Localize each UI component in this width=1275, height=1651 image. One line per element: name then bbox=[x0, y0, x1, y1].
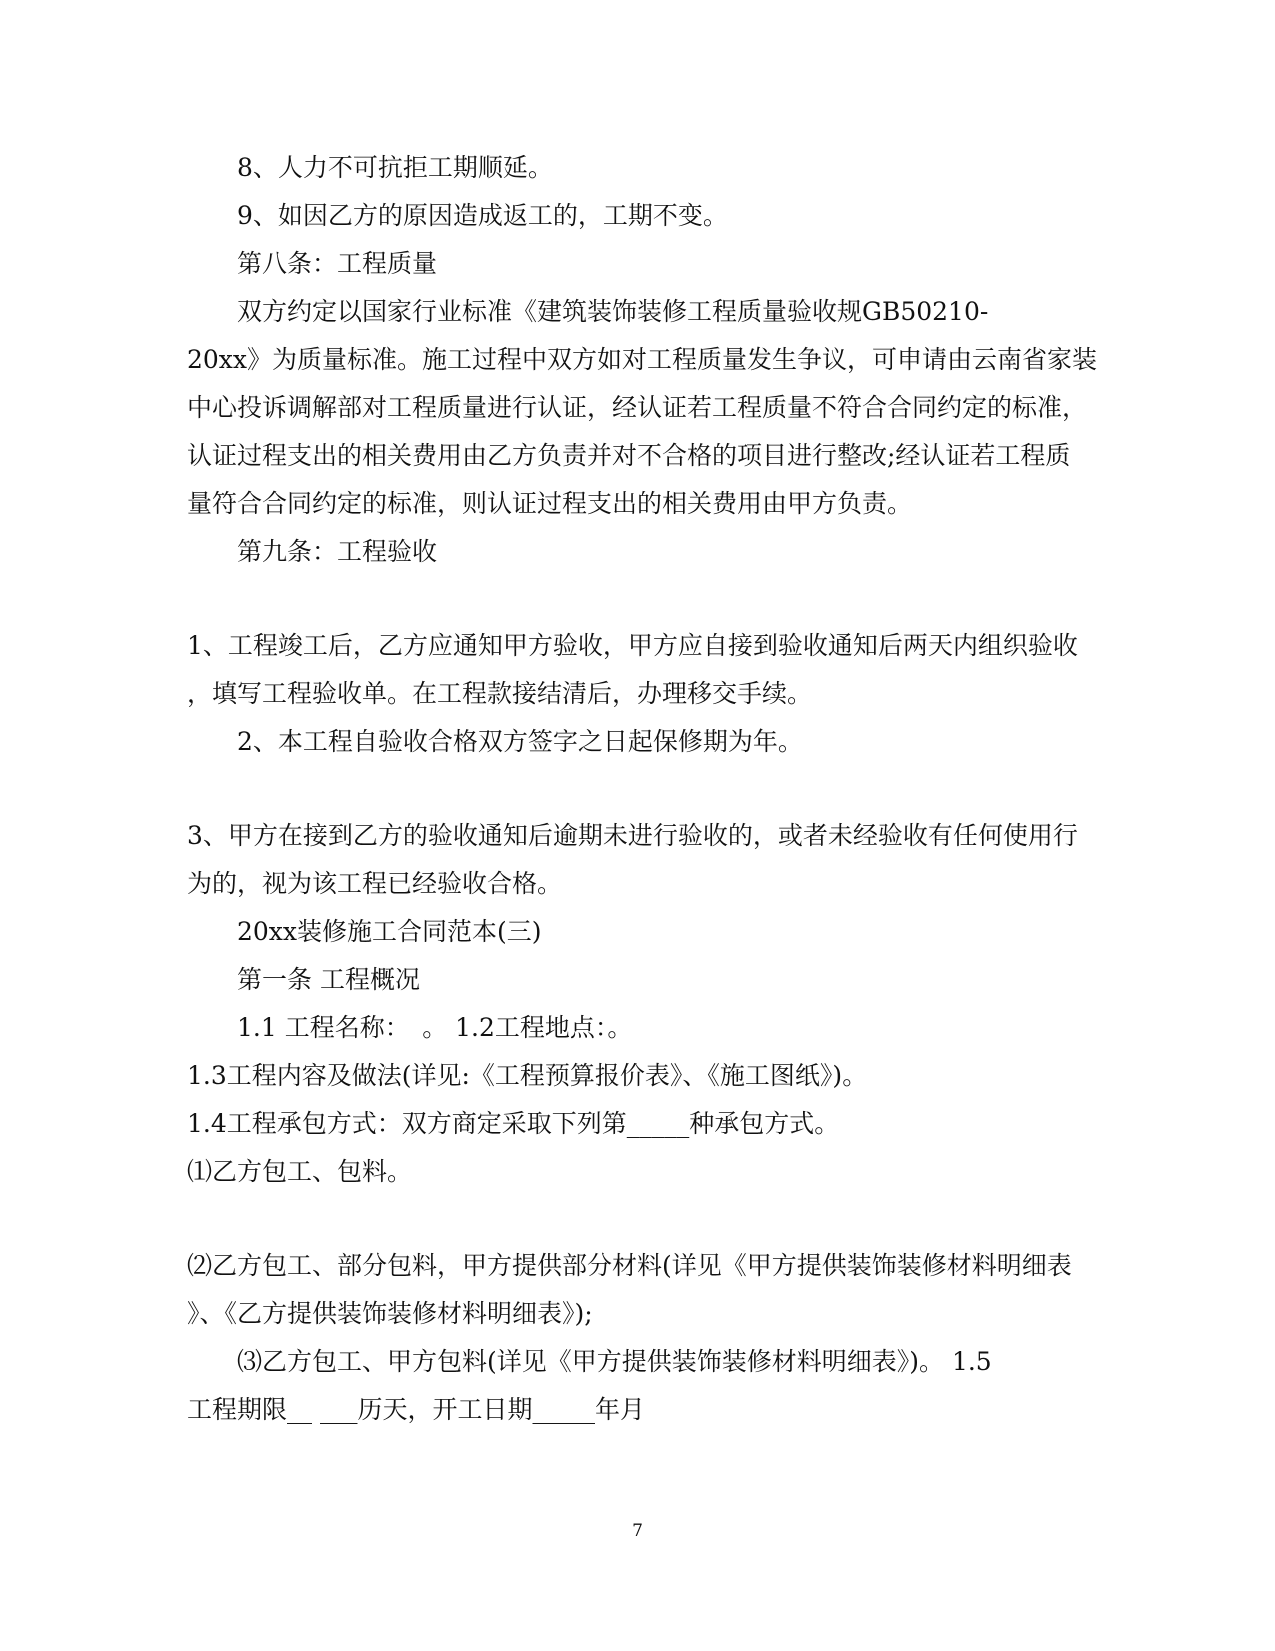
text-line-19: 1.4工程承包方式：双方商定采取下列第_____种承包方式。 bbox=[187, 1109, 840, 1138]
section-heading-1: 第一条 工程概况 bbox=[237, 965, 420, 994]
section-heading-9: 第九条：工程验收 bbox=[237, 537, 438, 566]
text-line-18: 1.3工程内容及做法(详见:《工程预算报价表》、《施工图纸》)。 bbox=[187, 1061, 868, 1090]
text-line-13: 3、甲方在接到乙方的验收通知后逾期未进行验收的，或者未经验收有任何使用行 bbox=[187, 821, 1078, 850]
text-line-12: 2、本工程自验收合格双方签字之日起保修期为年。 bbox=[237, 727, 803, 756]
text-line-23: ⑶乙方包工、甲方包料(详见《甲方提供装饰装修材料明细表》)。 1.5 bbox=[237, 1347, 992, 1376]
text-line-1: 8、人力不可抗拒工期顺延。 bbox=[237, 153, 553, 182]
text-line-22: 》、《乙方提供装饰装修材料明细表》); bbox=[187, 1299, 593, 1328]
text-line-24: 工程期限__ ___历天，开工日期_____年月 bbox=[187, 1395, 645, 1424]
text-line-7: 认证过程支出的相关费用由乙方负责并对不合格的项目进行整改;经认证若工程质 bbox=[187, 441, 1071, 470]
contract-title: 20xx装修施工合同范本(三) bbox=[237, 917, 542, 946]
text-line-6: 中心投诉调解部对工程质量进行认证，经认证若工程质量不符合合同约定的标准， bbox=[187, 393, 1088, 422]
section-heading-8: 第八条：工程质量 bbox=[237, 249, 438, 278]
text-line-2: 9、如因乙方的原因造成返工的，工期不变。 bbox=[237, 201, 728, 230]
text-line-21: ⑵乙方包工、部分包料，甲方提供部分材料(详见《甲方提供装饰装修材料明细表 bbox=[187, 1251, 1072, 1280]
text-line-11: ，填写工程验收单。在工程款接结清后，办理移交手续。 bbox=[187, 679, 813, 708]
text-line-14: 为的，视为该工程已经验收合格。 bbox=[187, 869, 563, 898]
text-line-8: 量符合合同约定的标准，则认证过程支出的相关费用由甲方负责。 bbox=[187, 489, 913, 518]
text-line-17: 1.1 工程名称： 。 1.2工程地点：。 bbox=[237, 1013, 633, 1042]
text-line-20: ⑴乙方包工、包料。 bbox=[187, 1157, 413, 1186]
text-line-10: 1、工程竣工后，乙方应通知甲方验收，甲方应自接到验收通知后两天内组织验收 bbox=[187, 631, 1078, 660]
text-line-5: 20xx》为质量标准。施工过程中双方如对工程质量发生争议，可申请由云南省家装 bbox=[187, 345, 1098, 374]
page-number: 7 bbox=[632, 1521, 643, 1541]
text-line-4: 双方约定以国家行业标准《建筑装饰装修工程质量验收规GB50210- bbox=[237, 297, 989, 326]
